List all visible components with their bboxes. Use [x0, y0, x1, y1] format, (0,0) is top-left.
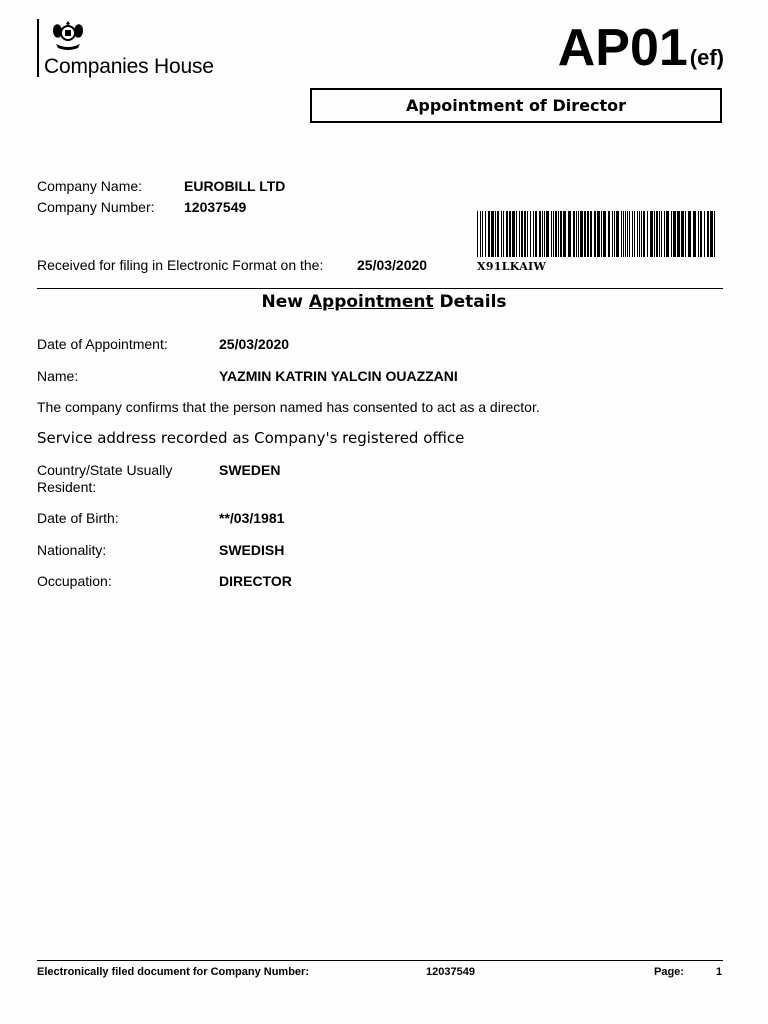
form-code-main: AP01: [557, 19, 688, 77]
occupation-value: DIRECTOR: [219, 573, 292, 589]
royal-crest-icon: [48, 18, 88, 54]
header-divider: [37, 288, 723, 289]
footer-page-label: Page:: [654, 966, 684, 978]
logo-divider: [37, 19, 39, 77]
country-value: SWEDEN: [219, 462, 281, 478]
company-name-value: EUROBILL LTD: [184, 178, 286, 194]
company-number-label: Company Number:: [37, 199, 155, 215]
country-label-line2: Resident:: [37, 479, 97, 495]
dob-label: Date of Birth:: [37, 510, 119, 526]
consent-statement: The company confirms that the person named has consented to act as a director.: [37, 399, 540, 415]
footer-filed-text: Electronically filed document for Company Number:: [37, 966, 309, 978]
footer-divider: [37, 960, 723, 961]
organisation-name: Companies House: [44, 55, 214, 78]
company-number-value: 12037549: [184, 199, 247, 215]
received-label: Received for filing in Electronic Format on the:: [37, 257, 324, 273]
company-name-label: Company Name:: [37, 178, 143, 194]
form-code-suffix: (ef): [689, 45, 724, 70]
barcode-text: X91LKAIW: [477, 260, 547, 273]
nationality-value: SWEDISH: [219, 542, 285, 558]
director-name-value: YAZMIN KATRIN YALCIN OUAZZANI: [219, 368, 458, 384]
form-code: [558, 18, 724, 88]
footer-page-number: 1: [716, 966, 723, 978]
received-date: 25/03/2020: [357, 257, 428, 273]
occupation-label: Occupation:: [37, 573, 112, 589]
section-title-end: Details: [433, 292, 507, 312]
nationality-label: Nationality:: [37, 542, 107, 558]
section-title: [0, 292, 768, 312]
appointment-date-value: 25/03/2020: [219, 336, 290, 352]
director-name-label: Name:: [37, 368, 79, 384]
section-title-underlined: Appointment: [308, 292, 434, 312]
country-label-line1: Country/State Usually: [37, 462, 173, 478]
appointment-date-label: Date of Appointment:: [37, 336, 168, 352]
form-title: Appointment of Director: [310, 88, 722, 123]
service-address-note: Service address recorded as Company's registered office: [37, 429, 465, 447]
barcode-icon: [477, 211, 717, 257]
footer-company-number: 12037549: [426, 966, 475, 978]
section-title-start: New: [261, 292, 309, 312]
dob-value: **/03/1981: [219, 510, 285, 526]
